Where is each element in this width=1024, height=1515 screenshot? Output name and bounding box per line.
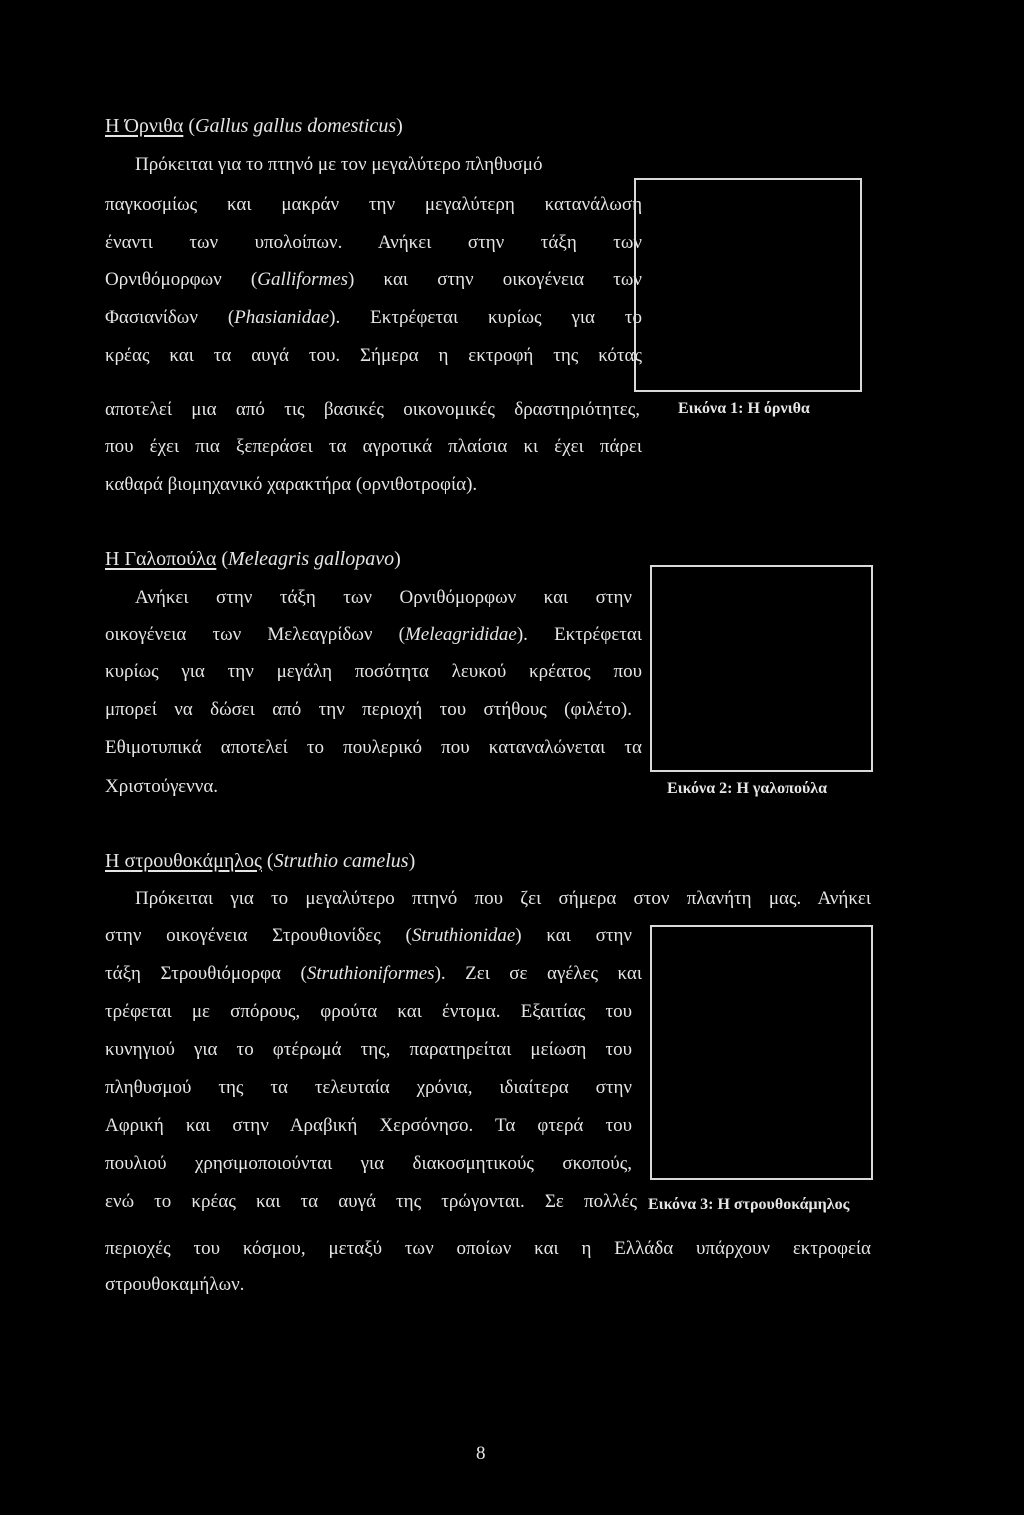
section3-line-6: πληθυσμού της τα τελευταία χρόνια, ιδιαίτερα στην	[105, 1077, 632, 1098]
latin-term: Galliformes	[257, 269, 349, 290]
section2-line-3: κυρίως για την μεγάλη ποσότητα λευκού κρέατος που	[105, 661, 642, 682]
section3-line-2: στην οικογένεια Στρουθιονίδες (Struthionidae) και στην	[105, 925, 632, 946]
section3-heading-name: Η στρουθοκάμηλος	[105, 850, 262, 872]
section3-line-8: πουλιού χρησιμοποιούνται για διακοσμητικούς σκοπούς,	[105, 1153, 632, 1174]
section2-heading-name: Η Γαλοπούλα	[105, 548, 217, 570]
section2-line-6: Χριστούγεννα.	[105, 776, 219, 797]
figure-2-image	[650, 565, 873, 772]
section1-line-5: Φασιανίδων (Phasianidae). Εκτρέφεται κυρίως για το	[105, 307, 643, 328]
section1-line-1: Πρόκειται για το πτηνό με τον μεγαλύτερο πληθυσμό	[135, 154, 543, 175]
section3-heading-latin: Struthio camelus	[273, 850, 409, 872]
section2-heading: Η Γαλοπούλα (Meleagris gallopavo)	[105, 548, 401, 570]
figure-1-caption: Εικόνα 1: Η όρνιθα	[678, 400, 810, 417]
section3-line-4: τρέφεται με σπόρους, φρούτα και έντομα. Εξαιτίας του	[105, 1001, 632, 1022]
section1-heading: Η Όρνιθα (Gallus gallus domesticus)	[105, 115, 403, 137]
latin-term: Meleagrididae	[404, 624, 517, 645]
section3-line-9: ενώ το κρέας και τα αυγά της τρώγονται. Σε πολλές	[105, 1191, 637, 1212]
figure-3-caption: Εικόνα 3: Η στρουθοκάμηλος	[648, 1196, 850, 1213]
section1-heading-name: Η Όρνιθα	[105, 115, 184, 137]
section3-line-5: κυνηγιού για το φτέρωμά της, παρατηρείται μείωση του	[105, 1039, 632, 1060]
section2-line-5: Εθιμοτυπικά αποτελεί το πουλερικό που καταναλώνεται τα	[105, 737, 642, 758]
section1-line-3: έναντι των υπολοίπων. Ανήκει στην τάξη των	[105, 232, 642, 253]
section1-line-7: αποτελεί μια από τις βασικές οικονομικές δραστηριότητες,	[105, 399, 640, 420]
section3-line-10: περιοχές του κόσμου, μεταξύ των οποίων και η Ελλάδα υπάρχουν εκτροφεία	[105, 1238, 871, 1259]
section2-heading-latin: Meleagris gallopavo	[228, 548, 395, 570]
section1-line-4: Ορνιθόμορφων (Galliformes) και στην οικογένεια των	[105, 269, 642, 290]
section3-line-3: τάξη Στρουθιόμορφα (Struthioniformes). Ζει σε αγέλες και	[105, 963, 642, 984]
section2-line-1: Ανήκει στην τάξη των Ορνιθόμορφων και στην	[135, 587, 632, 608]
section2-line-2: οικογένεια των Μελεαγρίδων (Meleagrididae). Εκτρέφεται	[105, 624, 642, 645]
figure-1-image	[634, 178, 862, 392]
section1-line-6: κρέας και τα αυγά του. Σήμερα η εκτροφή της κότας	[105, 345, 642, 366]
page-number: 8	[476, 1443, 486, 1464]
latin-term: Struthioniformes	[306, 963, 435, 984]
section3-line-7: Αφρική και στην Αραβική Χερσόνησο. Τα φτερά του	[105, 1115, 632, 1136]
section3-line-1: Πρόκειται για το μεγαλύτερο πτηνό που ζει σήμερα στον πλανήτη μας. Ανήκει	[135, 888, 871, 909]
section2-line-4: μπορεί να δώσει από την περιοχή του στήθους (φιλέτο).	[105, 699, 632, 720]
section3-line-11: στρουθοκαμήλων.	[105, 1274, 245, 1295]
latin-term: Phasianidae	[234, 307, 330, 328]
section1-line-8: που έχει πια ξεπεράσει τα αγροτικά πλαίσια κι έχει πάρει	[105, 436, 642, 457]
section1-line-2: παγκοσμίως και μακράν την μεγαλύτερη κατανάλωση	[105, 194, 642, 215]
section3-heading: Η στρουθοκάμηλος (Struthio camelus)	[105, 850, 416, 872]
figure-3-image	[650, 925, 873, 1180]
figure-2-caption: Εικόνα 2: Η γαλοπούλα	[667, 780, 828, 797]
section1-heading-latin: Gallus gallus domesticus	[195, 115, 397, 137]
section1-line-9: καθαρά βιομηχανικό χαρακτήρα (ορνιθοτροφία).	[105, 474, 478, 495]
latin-term: Struthionidae	[411, 925, 516, 946]
